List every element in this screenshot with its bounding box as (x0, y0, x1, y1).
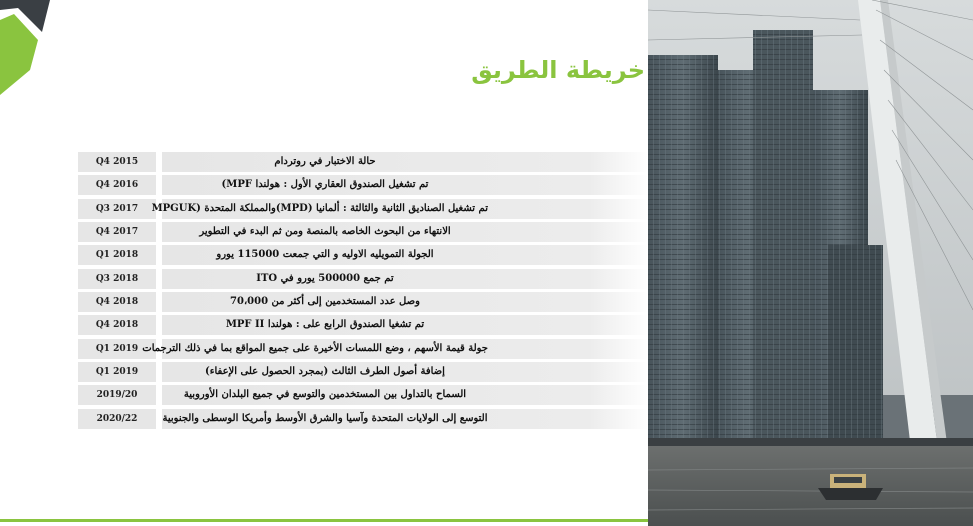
milestone-date: Q1 2018 (78, 245, 156, 265)
roadmap-row (78, 315, 648, 335)
milestone-date: 2019/20 (78, 385, 156, 405)
milestone-text: تم تشغيل الصندوق العقاري الأول : هولندا MPF) (221, 179, 429, 191)
logo-icon (0, 0, 50, 100)
city-bridge-photo (648, 0, 973, 526)
milestone-text: حالة الاختبار في روتردام (274, 156, 376, 167)
milestone-text: وصل عدد المستخدمين إلى أكثر من 70،000 (230, 295, 420, 307)
roadmap-list (78, 152, 648, 432)
milestone-text: إضافة أصول الطرف الثالث (بمجرد الحصول على الإعفاء) (205, 365, 445, 377)
roadmap-row (78, 409, 648, 429)
milestone-text: الجولة التمويليه الاوليه و التي جمعت 115000 يورو (216, 249, 434, 261)
roadmap-row (78, 199, 648, 219)
milestone-text: التوسع إلى الولايات المتحدة وآسيا والشرق الأوسط وأمريكا الوسطى والجنوبية (162, 412, 488, 424)
roadmap-row (78, 385, 648, 405)
milestone-date: Q3 2017 (78, 199, 156, 219)
milestone-date: Q3 2018 (78, 269, 156, 289)
roadmap-row (78, 269, 648, 289)
roadmap-row (78, 362, 648, 382)
milestone-date: Q4 2016 (78, 175, 156, 195)
roadmap-row (78, 175, 648, 195)
roadmap-row (78, 339, 648, 359)
milestone-text: تم جمع 500000 يورو في ITO (256, 272, 394, 284)
milestone-date: Q4 2015 (78, 152, 156, 172)
milestone-date: Q4 2018 (78, 292, 156, 312)
milestone-date: 2020/22 (78, 409, 156, 429)
roadmap-row (78, 292, 648, 312)
page-title: خريطة الطريق (471, 56, 645, 84)
milestone-text: تم تشغيا الصندوق الرابع على : هولندا MPF II (225, 319, 425, 331)
roadmap-row (78, 222, 648, 242)
milestone-text: السماح بالتداول بين المستخدمين والتوسع في جميع البلدان الأوروبية (183, 389, 467, 401)
milestone-text: الانتهاء من البحوث الخاصه بالمنصة ومن ثم البدء في التطوير (199, 225, 451, 237)
milestone-date: Q1 2019 (78, 362, 156, 382)
roadmap-row (78, 245, 648, 265)
milestone-date: Q4 2018 (78, 315, 156, 335)
milestone-text: جولة قيمة الأسهم ، وضع اللمسات الأخيرة على جميع المواقع بما في ذلك الترجمات (142, 342, 488, 354)
milestone-text: تم تشغيل الصناديق الثانية والثالثة : ألمانيا (MPD)والمملكة المتحدة (MPGUK (151, 202, 488, 214)
milestone-date: Q4 2017 (78, 222, 156, 242)
roadmap-row (78, 152, 648, 172)
footer-accent-line (0, 519, 648, 522)
milestone-date: Q1 2019 (78, 339, 156, 359)
